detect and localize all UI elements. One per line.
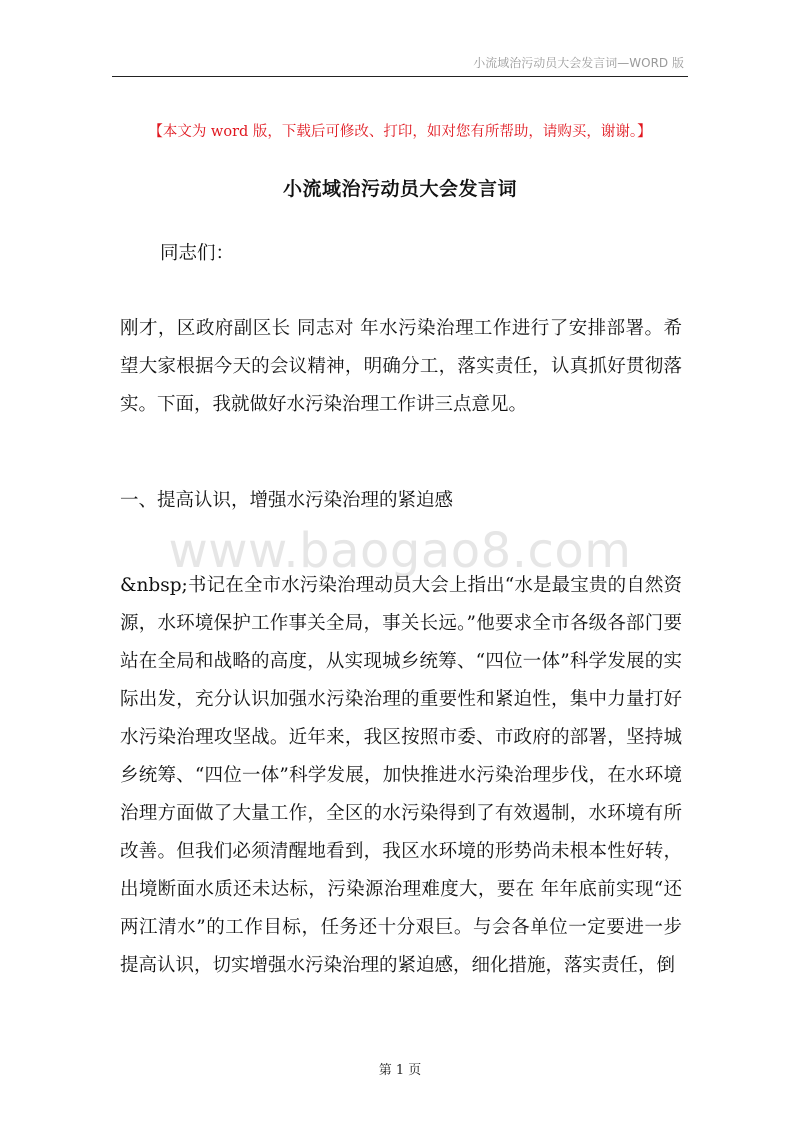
running-header: 小流域治污动员大会发言词—WORD 版 xyxy=(473,56,684,70)
document-title: 小流域治污动员大会发言词 xyxy=(282,178,517,200)
watermark: www.baogao8.com xyxy=(168,523,632,579)
page-number: 第 1 页 xyxy=(378,1063,422,1078)
paragraph-body: &nbsp;书记在全市水污染治理动员大会上指出“水是最宝贵的自然资源，水环境保护工作事关全局，事关长远。”他要求全市各级各部门要站在全局和战略的高度，从实现城乡统筹、“四位一体”科学发展的实际出发，充分认识加强水污染治理的重要性和紧迫性，集中力量打好水污染治理攻坚战。近年来，我区按照市委、市政府的部署，坚持城乡统筹、“四位一体”科学发展，加快推进水污染治理步伐，在水环境治理方面做了大量工作，全区的水污染得到了有效遏制，水环境有所改善。但我们必须清醒地看到，我区水环境的形势尚未根本性好转，出境断面水质还未达标，污染源治理难度大，要在 年年底前实现“还两江清水”的工作目标，任务还十分艰巨。与会各单位一定要进一步提高认识，切实增强水污染治理的紧迫感，细化措施，落实责任，倒 xyxy=(120,575,682,976)
download-notice: 【本文为 word 版，下载后可修改、打印，如对您有所帮助，请购买，谢谢。】 xyxy=(148,124,652,140)
paragraph-intro: 刚才，区政府副区长 同志对 年水污染治理工作进行了安排部署。希望大家根据今天的会议精神，明确分工，落实责任，认真抓好贯彻落实。下面，我就做好水污染治理工作讲三点意见。 xyxy=(120,318,682,415)
section-heading-1: 一、提高认识，增强水污染治理的紧迫感 xyxy=(120,490,454,511)
header-divider xyxy=(112,76,688,77)
greeting: 同志们： xyxy=(160,243,235,264)
